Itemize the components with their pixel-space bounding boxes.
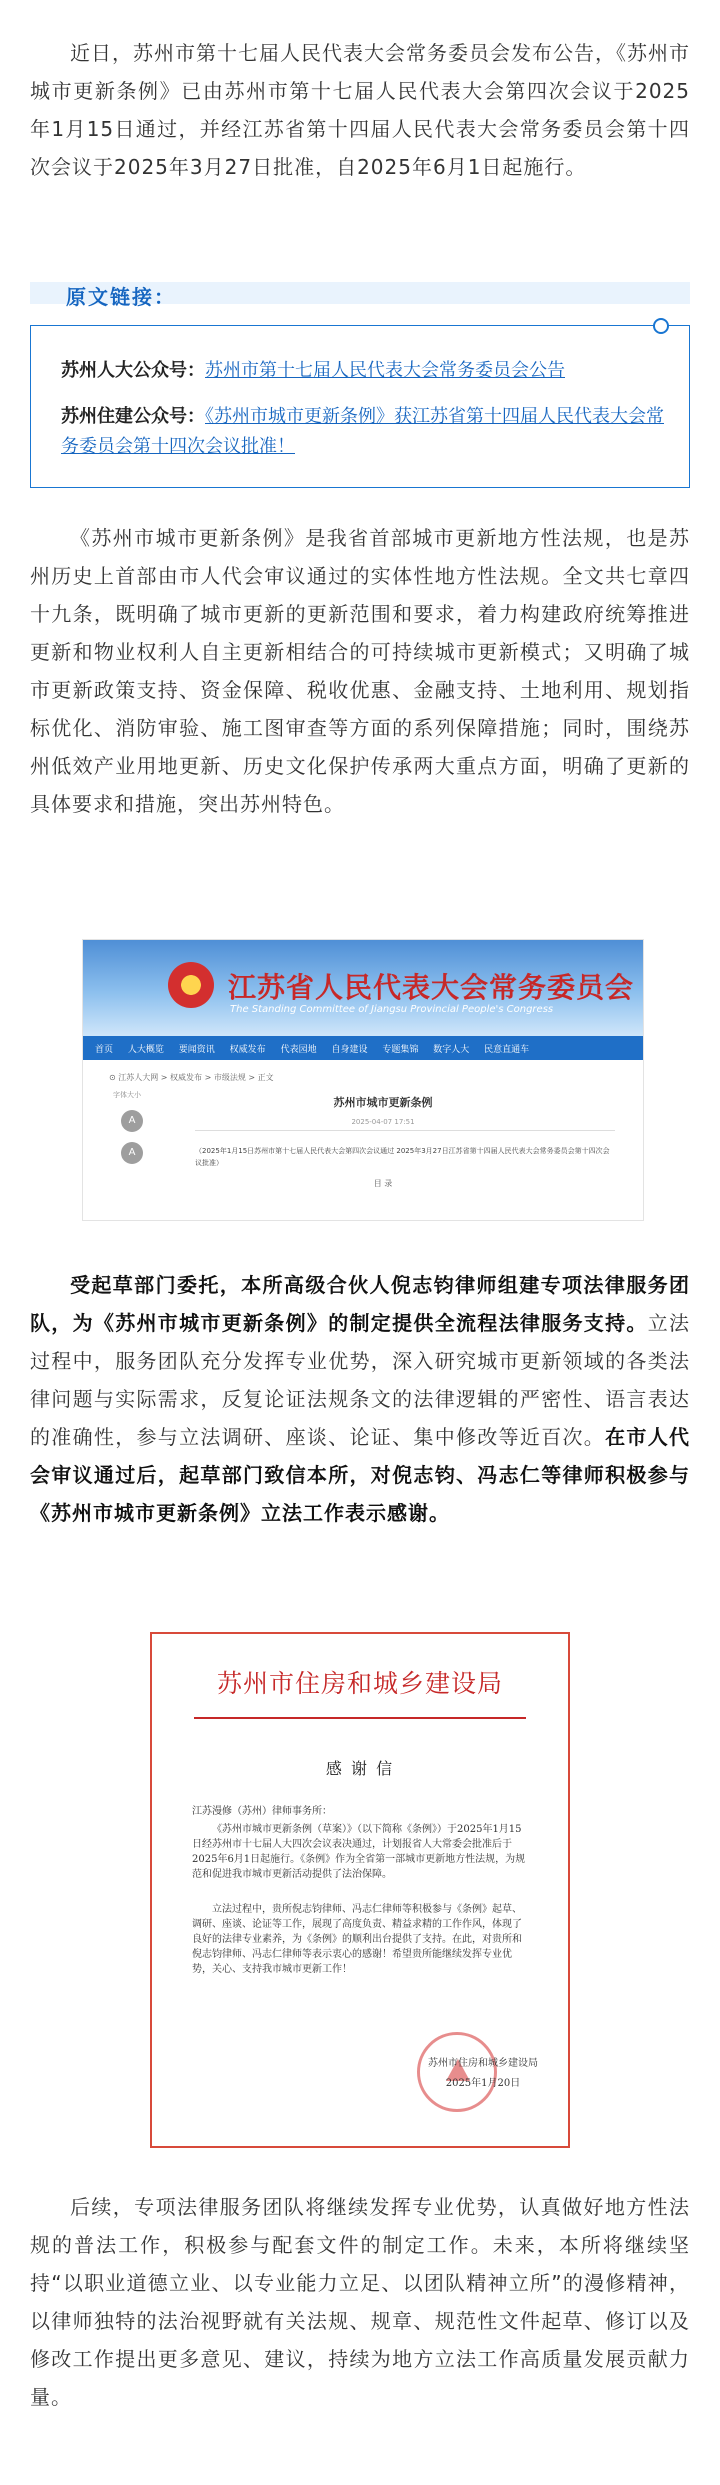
corner-circle-icon xyxy=(653,318,669,334)
site-banner xyxy=(83,940,643,1036)
thank-you-letter xyxy=(150,1632,570,2148)
nav-item: 数字人大 xyxy=(433,1045,470,1055)
letter-salutation: 江苏漫修（苏州）律师事务所： xyxy=(192,1806,332,1817)
site-subtitle: The Standing Committee of Jiangsu Provincial People's Congress xyxy=(230,1004,554,1015)
doc-divider xyxy=(195,1130,615,1131)
link-row-suzhou-housing xyxy=(61,402,671,462)
doc-title: 苏州市城市更新条例 xyxy=(333,1096,433,1109)
letter-title: 感 谢 信 xyxy=(325,1759,395,1778)
letter-bureau-name: 苏州市住房和城乡建设局 xyxy=(216,1669,503,1698)
letterhead-rule xyxy=(194,1717,526,1719)
service-bold-1: 受起草部门委托，本所高级合伙人倪志钧律师组建专项法律服务团队，为《苏州市城市更新条例》的制定提供全流程法律服务支持。 xyxy=(30,1273,690,1335)
national-emblem-icon xyxy=(168,962,214,1008)
nav-item: 代表园地 xyxy=(280,1045,317,1055)
service-paragraph xyxy=(30,1266,690,1532)
nav-item: 自身建设 xyxy=(331,1045,368,1055)
letter-signature-org: 苏州市住房和城乡建设局 xyxy=(428,2058,538,2069)
nav-item: 人大概览 xyxy=(127,1045,164,1055)
service-bold-2: 在市人代会审议通过后，起草部门致信本所，对倪志钧、冯志仁等律师积极参与《苏州市城市更新条例》立法工作表示感谢。 xyxy=(30,1425,691,1525)
original-links-heading xyxy=(30,282,690,309)
site-breadcrumb: ⊙ 江苏人大网 > 权威发布 > 市级法规 > 正文 xyxy=(109,1073,274,1082)
nav-item: 要闻资讯 xyxy=(178,1045,215,1055)
link-row-suzhou-npc xyxy=(61,356,671,386)
link-source-label: 苏州人大公众号： xyxy=(61,360,205,381)
nav-item: 权威发布 xyxy=(229,1045,266,1055)
letter-paragraph: 立法过程中，贵所倪志钧律师、冯志仁律师等积极参与《条例》起草、调研、座谈、论证等工作，展现了高度负责、精益求精的工作作风，体现了良好的法律专业素养，为《条例》的顺利出台提供了支持。在此，对贵所和倪志钧律师、冯志仁律师等表示衷心的感谢！希望贵所能继续发挥专业优势，关心、支持我市城市更新工作！ xyxy=(192,1904,522,1975)
letter-paragraph: 《苏州市城市更新条例（草案）》（以下简称《条例》）于2025年1月15日经苏州市十七届人大四次会议表决通过，计划报省人大常委会批准后于2025年6月1日起施行。《条例》作为全省第一部城市更新地方性法规，为规范和促进我市城市更新活动提供了法治保障。 xyxy=(192,1824,526,1880)
doc-note: （2025年1月15日苏州市第十七届人民代表大会第四次会议通过 2025年3月27日江苏省第十四届人民代表大会常务委员会第十四次会议批准） xyxy=(195,1147,610,1167)
intro-paragraph: 近日，苏州市第十七届人民代表大会常务委员会发布公告，《苏州市城市更新条例》已由苏州市第十七届人民代表大会第四次会议于2025年1月15日通过，并经江苏省第十四届人民代表大会常务委员会第十四次会议于2025年3月27日批准，自2025年6月1日起施行。 xyxy=(30,41,690,179)
font-size-tools xyxy=(113,1090,173,1164)
housing-approval-link[interactable]: 《苏州市城市更新条例》获江苏省第十四届人民代表大会常务委员会第十四次会议批准！ xyxy=(61,406,664,457)
link-source-label: 苏州住建公众号： xyxy=(61,406,205,427)
doc-toc: 目 录 xyxy=(373,1179,393,1188)
letter-signature xyxy=(428,2054,538,2094)
nav-item: 首页 xyxy=(95,1045,114,1055)
doc-date: 2025-04-07 17:51 xyxy=(351,1118,415,1126)
summary-paragraph: 《苏州市城市更新条例》是我省首部城市更新地方性法规，也是苏州历史上首部由市人代会审议通过的实体性地方性法规。全文共七章四十九条，既明确了城市更新的更新范围和要求，着力构建政府统筹推进更新和物业权利人自主更新相结合的可持续城市更新模式；又明确了城市更新政策支持、资金保障、税收优惠、金融支持、土地利用、规划指标优化、消防审验、施工图审查等方面的系列保障措施；同时，围绕苏州低效产业用地更新、历史文化保护传承两大重点方面，明确了更新的具体要求和措施，突出苏州特色。 xyxy=(30,526,690,816)
npc-announcement-link[interactable]: 苏州市第十七届人民代表大会常务委员会公告 xyxy=(205,360,565,381)
letter-date: 2025年1月20日 xyxy=(445,2078,521,2089)
site-nav xyxy=(83,1036,643,1060)
jiangsu-npc-web-screenshot xyxy=(83,940,643,1220)
closing-paragraph: 后续，专项法律服务团队将继续发挥专业优势，认真做好地方性法规的普法工作，积极参与配套文件的制定工作。未来，本所将继续坚持“以职业道德立业、以专业能力立足、以团队精神立所”的漫修精神，以律师独特的法治视野就有关法规、规章、规范性文件起草、修订以及修改工作提出更多意见、建议，持续为地方立法工作高质量发展贡献力量。 xyxy=(30,2195,690,2409)
font-smaller-icon: A xyxy=(121,1142,143,1164)
nav-item: 专题集锦 xyxy=(382,1045,419,1055)
original-links-box xyxy=(30,325,690,488)
original-links-heading-text: 原文链接： xyxy=(66,285,176,309)
site-title: 江苏省人民代表大会常务委员会 xyxy=(228,971,635,1004)
nav-item: 民意直通车 xyxy=(484,1045,530,1055)
service-text: 立法过程中，服务团队充分发挥专业优势，深入研究城市更新领域的各类法律问题与实际需求，反复论证法规条文的法律逻辑的严密性、语言表达的准确性，参与立法调研、座谈、论证、集中修改等近百次。 xyxy=(30,1311,691,1449)
font-larger-icon: A xyxy=(121,1110,143,1132)
font-size-label: 字体大小 xyxy=(113,1091,141,1099)
